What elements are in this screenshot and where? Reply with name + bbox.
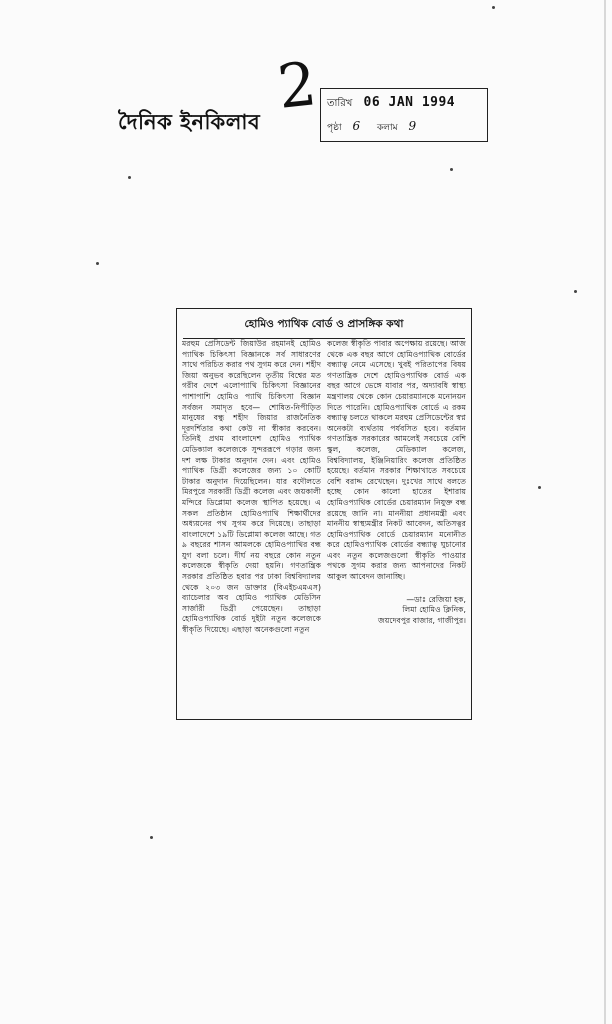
scan-speck xyxy=(574,290,577,293)
signature-line: —ডাঃ রেজিয়া হক, xyxy=(406,594,466,604)
signature-line: লিমা হোমিও ক্লিনিক, xyxy=(402,605,466,615)
stamp-page-value: 6 xyxy=(352,119,361,133)
article-right-text: কলেজ স্বীকৃতি পাবার অপেক্ষায় রয়েছে। আজ থেকে এক বছর আগে হোমিওপ্যাথিক বোর্ডের বন্ধ্যাত্ব নেমে এসেছে। খুবই পরিতাপের বিষয় গণতান্ত্রিক দেশে হোমিওপ্যাথিক বোর্ড এক বছর আগে ভেঙ্গে যাবার পর, অদ্যাবধি স্বাস্থ্য মন্ত্রণালয় থেকে কোন চেয়ারম্যানকে মনোনয়ন দিতে পারেনি। হোমিওপ্যাথিক বোর্ডে এ রকম বন্ধ্যাত্ব চলতে থাকলে মরহুম প্রেসিডেন্টের স্বপ্ন অনেকটা ব্যর্থতায় পর্যবসিত হবে। বর্তমান গণতান্ত্রিক সরকারের আমলেই সবচেয়ে বেশি স্কুল, কলেজ, মেডিক্যাল কলেজ, বিশ্ববিদ্যালয়, ইঞ্জিনিয়ারিং কলেজ প্রতিষ্ঠিত হয়েছে। বর্তমান সরকার শিক্ষাখাতে সবচেয়ে বেশি বরাদ্দ রেখেছেন। দুঃখের সাথে বলতে হচ্ছে কোন কালো হাতের ইশারায় হোমিওপ্যাথিক বোর্ডের চেয়ারম্যান নিযুক্ত বন্ধ রয়েছে জানি না। মাননীয়া প্রধানমন্ত্রী এবং মাননীয় স্বাস্থ্যমন্ত্রীর নিকট আবেদন, অতিসত্বর হোমিওপ্যাথিক বোর্ডে চেয়ারম্যান মনোনীত করে হোমিওপ্যাথিক বোর্ডের বন্ধ্যাত্ব ঘুচানোর এবং নতুন কলেজগুলো স্বীকৃতি পাওয়ার পথকে সুগম করার জন্য আপনাদের নিকট আকুল আবেদন জানাচ্ছি। xyxy=(327,339,466,582)
stamp-page-label: পৃষ্ঠা xyxy=(327,123,342,133)
stamp-column-value: 9 xyxy=(408,119,417,133)
scan-speck xyxy=(128,176,131,179)
newspaper-clipping xyxy=(176,308,472,720)
newspaper-name: দৈনিক ইনকিলাব xyxy=(118,109,261,134)
page-edge xyxy=(604,0,606,1024)
scan-speck xyxy=(96,262,99,265)
archive-stamp xyxy=(320,88,488,142)
stamp-column-label: কলাম xyxy=(376,123,398,133)
article-signature xyxy=(327,595,466,627)
stamp-date-label: তারিখ xyxy=(327,98,353,109)
handwritten-number: 2 xyxy=(274,49,320,123)
article-columns xyxy=(182,339,466,715)
scan-speck xyxy=(450,168,453,171)
stamp-date-row xyxy=(327,95,455,113)
signature-line: জয়দেবপুর বাজার, গাজীপুর। xyxy=(378,615,466,625)
article-right-column xyxy=(327,339,466,715)
scan-speck xyxy=(150,836,153,839)
article-left-column xyxy=(182,339,321,715)
stamp-page-row xyxy=(327,119,430,135)
scan-speck xyxy=(492,6,495,9)
article-left-text: মরহুম প্রেসিডেন্ট জিয়াউর রহমানই হোমিও প্যাথিক চিকিৎসা বিজ্ঞানকে সর্ব সাধারণের সাথে পরিচিত করার পথ সুগম করে দেন। শহীদ জিয়া অনুভব করেছিলেন তৃতীয় বিশ্বের মত গরীব দেশে এলোপ্যাথি চিকিৎসা বিজ্ঞানের পাশাপাশি হোমিও প্যাথি চিকিৎসা বিজ্ঞান সর্বজন সমাদৃত হবে— শোষিত-নিপীড়িত মানুষের বন্ধু শহীদ জিয়ার রাজনৈতিক দূরদর্শিতার কথা কেউ না স্বীকার করবেন। তিনিই প্রথম বাংলাদেশ হোমিও প্যাথিক মেডিক্যাল কলেজকে সুন্দররূপে গড়ার জন্য দশ লক্ষ টাকার অনুদান দেন। এবং হোমিও প্যাথিক ডিগ্রী কলেজের জন্য ১০ কোটি টাকার অনুদান দিয়েছিলেন। যার বদৌলতে মিরপুরে সরকারী ডিগ্রী কলেজ এবং জয়কালী মন্দিরে ডিপ্লোমা কলেজ স্থাপিত হয়েছে। এ সকল প্রতিষ্ঠান হোমিওপ্যাথি শিক্ষার্থীদের অধ্যয়নের পথ সুগম করে দিয়েছে। তাছাড়া বাংলাদেশে ১৯টি ডিপ্লোমা কলেজ আছে। গত ৯ বছরের শাসন আমলকে হোমিওপ্যাথির বন্ধ যুগ বলা চলে। দীর্ঘ নয় বছরে কোন নতুন কলেজকে স্বীকৃতি দেয়া হয়নি। গণতান্ত্রিক সরকার প্রতিষ্ঠিত হবার পর ঢাকা বিশ্ববিদ্যালয় থেকে ২০৩ জন ডাক্তার (বিএইচএমএস) ব্যাচেলার অব হোমিও প্যাথিক মেডিসিন সার্জারী ডিগ্রী পেয়েছেন। তাছাড়া হোমিওপ্যাথিক বোর্ড দুইটা নতুন কলেজকে স্বীকৃতি দিয়েছে। এছাড়া অনেকগুলো নতুন xyxy=(182,339,321,635)
article-title: হোমিও প্যাথিক বোর্ড ও প্রাসঙ্গিক কথা xyxy=(183,317,465,339)
scan-speck xyxy=(538,486,541,489)
stamp-date-value: 06 JAN 1994 xyxy=(363,95,456,110)
